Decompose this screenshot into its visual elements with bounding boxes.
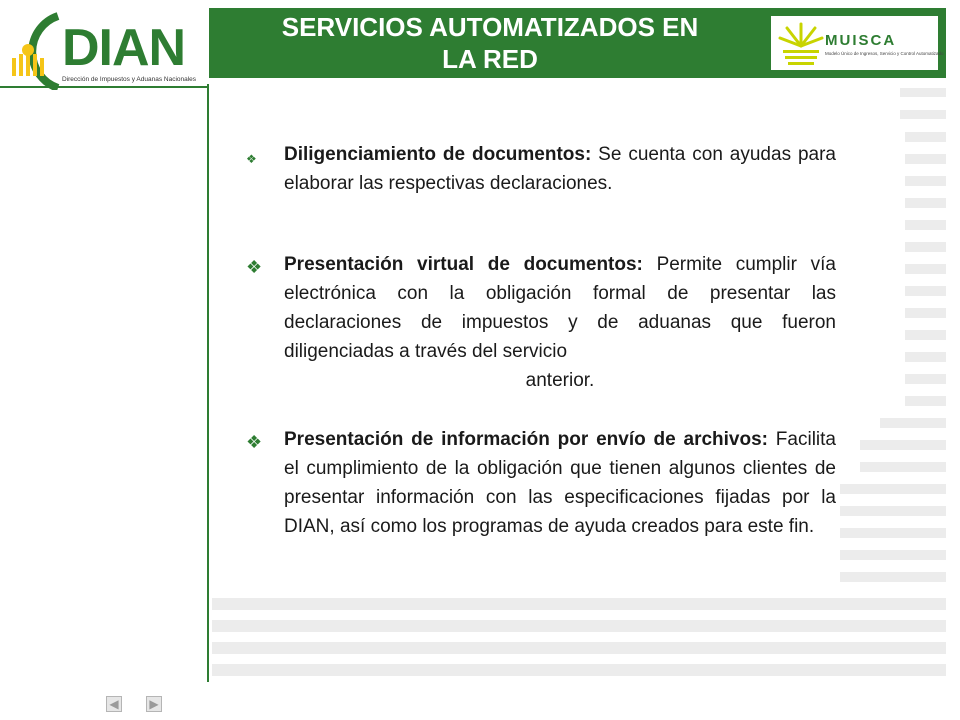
page-title-line2: LA RED	[442, 44, 538, 74]
next-slide-button[interactable]	[146, 696, 162, 712]
dian-logo	[0, 0, 207, 84]
dian-subtitle: Dirección de Impuestos y Aduanas Nacionales	[62, 76, 197, 83]
list-item-heading: Presentación de información por envío de archivos:	[284, 429, 768, 450]
dian-sun-icon	[0, 6, 60, 90]
list-item-text: Facilita el cumplimiento de la obligación que tienen algunos clientes de presentar información con las especificaciones fijadas por la DIAN, así como los programas de ayuda creados para este fin.	[284, 429, 836, 537]
list-item-text: Se cuenta con ayudas para elaborar las respectivas declaraciones.	[284, 144, 836, 194]
dian-wordmark: DIAN	[62, 19, 186, 77]
list-item	[240, 250, 836, 395]
diamond-bullet-icon: ❖	[246, 152, 257, 166]
list-item-text: Permite cumplir vía electrónica con la obligación formal de presentar las declaraciones de impuestos y de aduanas que fueron diligenciadas a través del servicio	[284, 254, 836, 362]
muisca-sun-icon	[777, 20, 827, 70]
list-item-heading: Presentación virtual de documentos:	[284, 254, 643, 275]
diamond-bullet-icon: ❖	[246, 432, 263, 452]
previous-slide-button[interactable]	[106, 696, 122, 712]
muisca-wordmark: MUISCA	[825, 32, 897, 49]
left-divider	[207, 84, 209, 682]
page-title	[209, 8, 771, 78]
list-item	[240, 425, 836, 541]
triangle-left-icon: ◀	[109, 697, 119, 711]
muisca-subtitle: Modelo Único de Ingresos, Servicio y Control Automatizado	[825, 51, 944, 56]
diamond-bullet-icon: ❖	[246, 257, 263, 277]
page-title-line1: SERVICIOS AUTOMATIZADOS EN	[281, 12, 699, 42]
triangle-right-icon: ▶	[149, 697, 159, 711]
content-list	[240, 140, 836, 541]
muisca-logo	[771, 16, 944, 70]
list-item-heading: Diligenciamiento de documentos:	[284, 144, 592, 165]
list-item	[240, 140, 836, 198]
logo-divider	[0, 86, 207, 88]
list-item-tail: anterior.	[525, 370, 595, 391]
